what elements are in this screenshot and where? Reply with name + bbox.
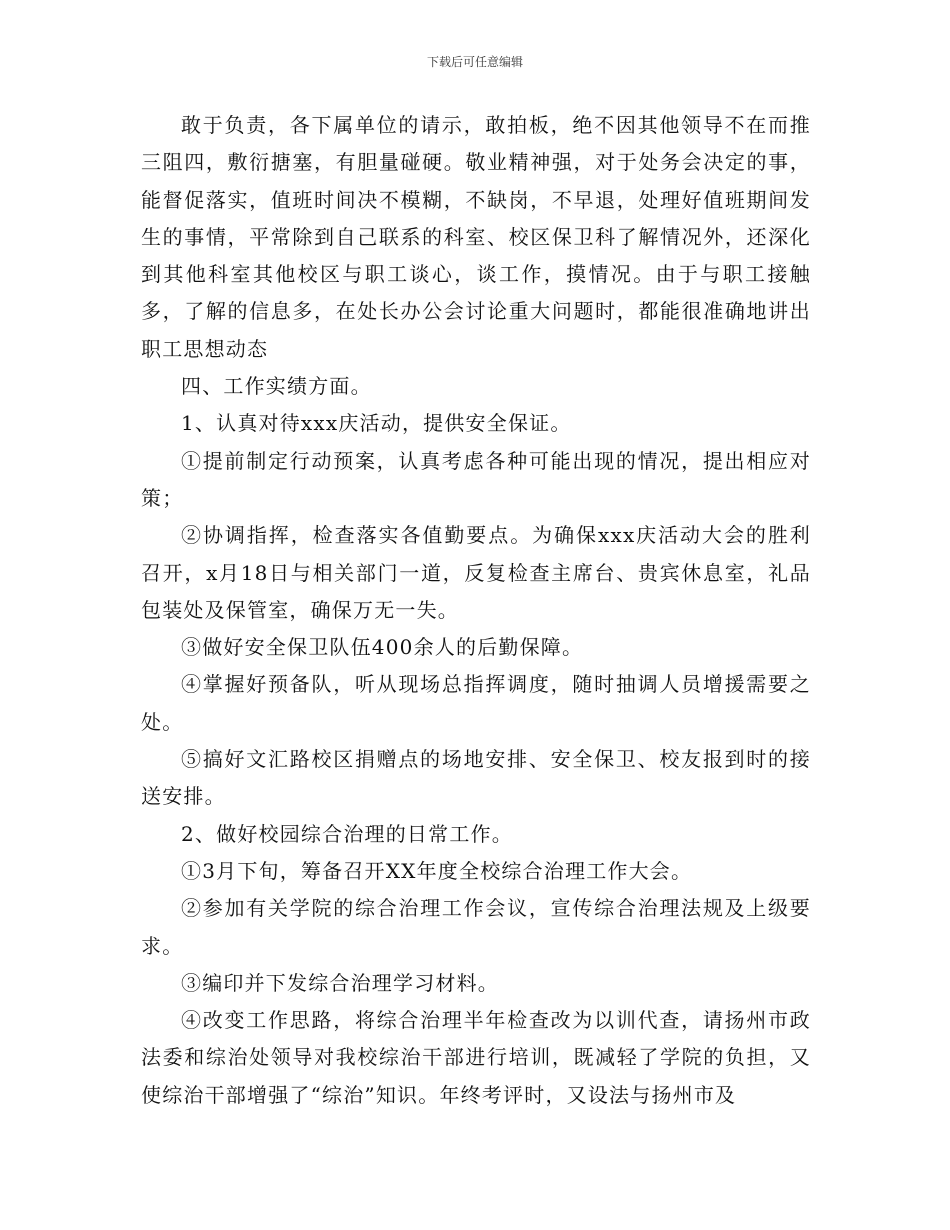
subitem-coordinate-command: ②协调指挥，检查落实各值勤要点。为确保xxx庆活动大会的胜利召开，x月18日与相关部门一道，反复检查主席台、贵宾休息室，礼品包装处及保管室，确保万无一失。 (141, 523, 811, 622)
subitem-college-meetings: ②参加有关学院的综合治理工作会议，宣传综合治理法规及上级要求。 (141, 896, 811, 958)
paragraph-responsibility: 敢于负责，各下属单位的请示，敢拍板，绝不因其他领导不在而推三阻四，敷衍搪塞，有胆量碰硬。敬业精神强，对于处务会决定的事，能督促落实，值班时间决不模糊，不缺岗，不早退，处理好值班期间发生的事情，平常除到自己联系的科室、校区保卫科了解情况外，还深化到其他科室其他校区与职工谈心，谈工作，摸情况。由于与职工接触多，了解的信息多，在处长办公会讨论重大问题时，都能很准确地讲出职工思想动态 (141, 113, 811, 361)
subitem-logistics: ③做好安全保卫队伍400余人的后勤保障。 (181, 635, 584, 660)
subitem-donation-site: ⑤搞好文汇路校区捐赠点的场地安排、安全保卫、校友报到时的接送安排。 (141, 747, 811, 809)
document-body (141, 107, 811, 1114)
section-heading-work-results: 四、工作实绩方面。 (181, 374, 372, 399)
page-header: 下载后可任意编辑 (426, 55, 523, 69)
item-anniversary-security: 1、认真对待xxx庆活动，提供安全保证。 (181, 411, 572, 436)
subitem-study-materials: ③编印并下发综合治理学习材料。 (181, 970, 499, 995)
subitem-training: ④改变工作思路，将综合治理半年检查改为以训代查，请扬州市政法委和综治处领导对我校综治干部进行培训，既减轻了学院的负担，又使综治干部增强了“综治”知识。年终考评时，又设法与扬州市及 (141, 1008, 811, 1107)
subitem-reserve-team: ④掌握好预备队，听从现场总指挥调度，随时抽调人员增援需要之处。 (141, 672, 811, 734)
subitem-annual-meeting: ①3月下旬，筹备召开XX年度全校综合治理工作大会。 (181, 858, 693, 883)
item-campus-governance: 2、做好校园综合治理的日常工作。 (181, 821, 513, 846)
subitem-action-plan: ①提前制定行动预案，认真考虑各种可能出现的情况，提出相应对策； (141, 448, 811, 510)
